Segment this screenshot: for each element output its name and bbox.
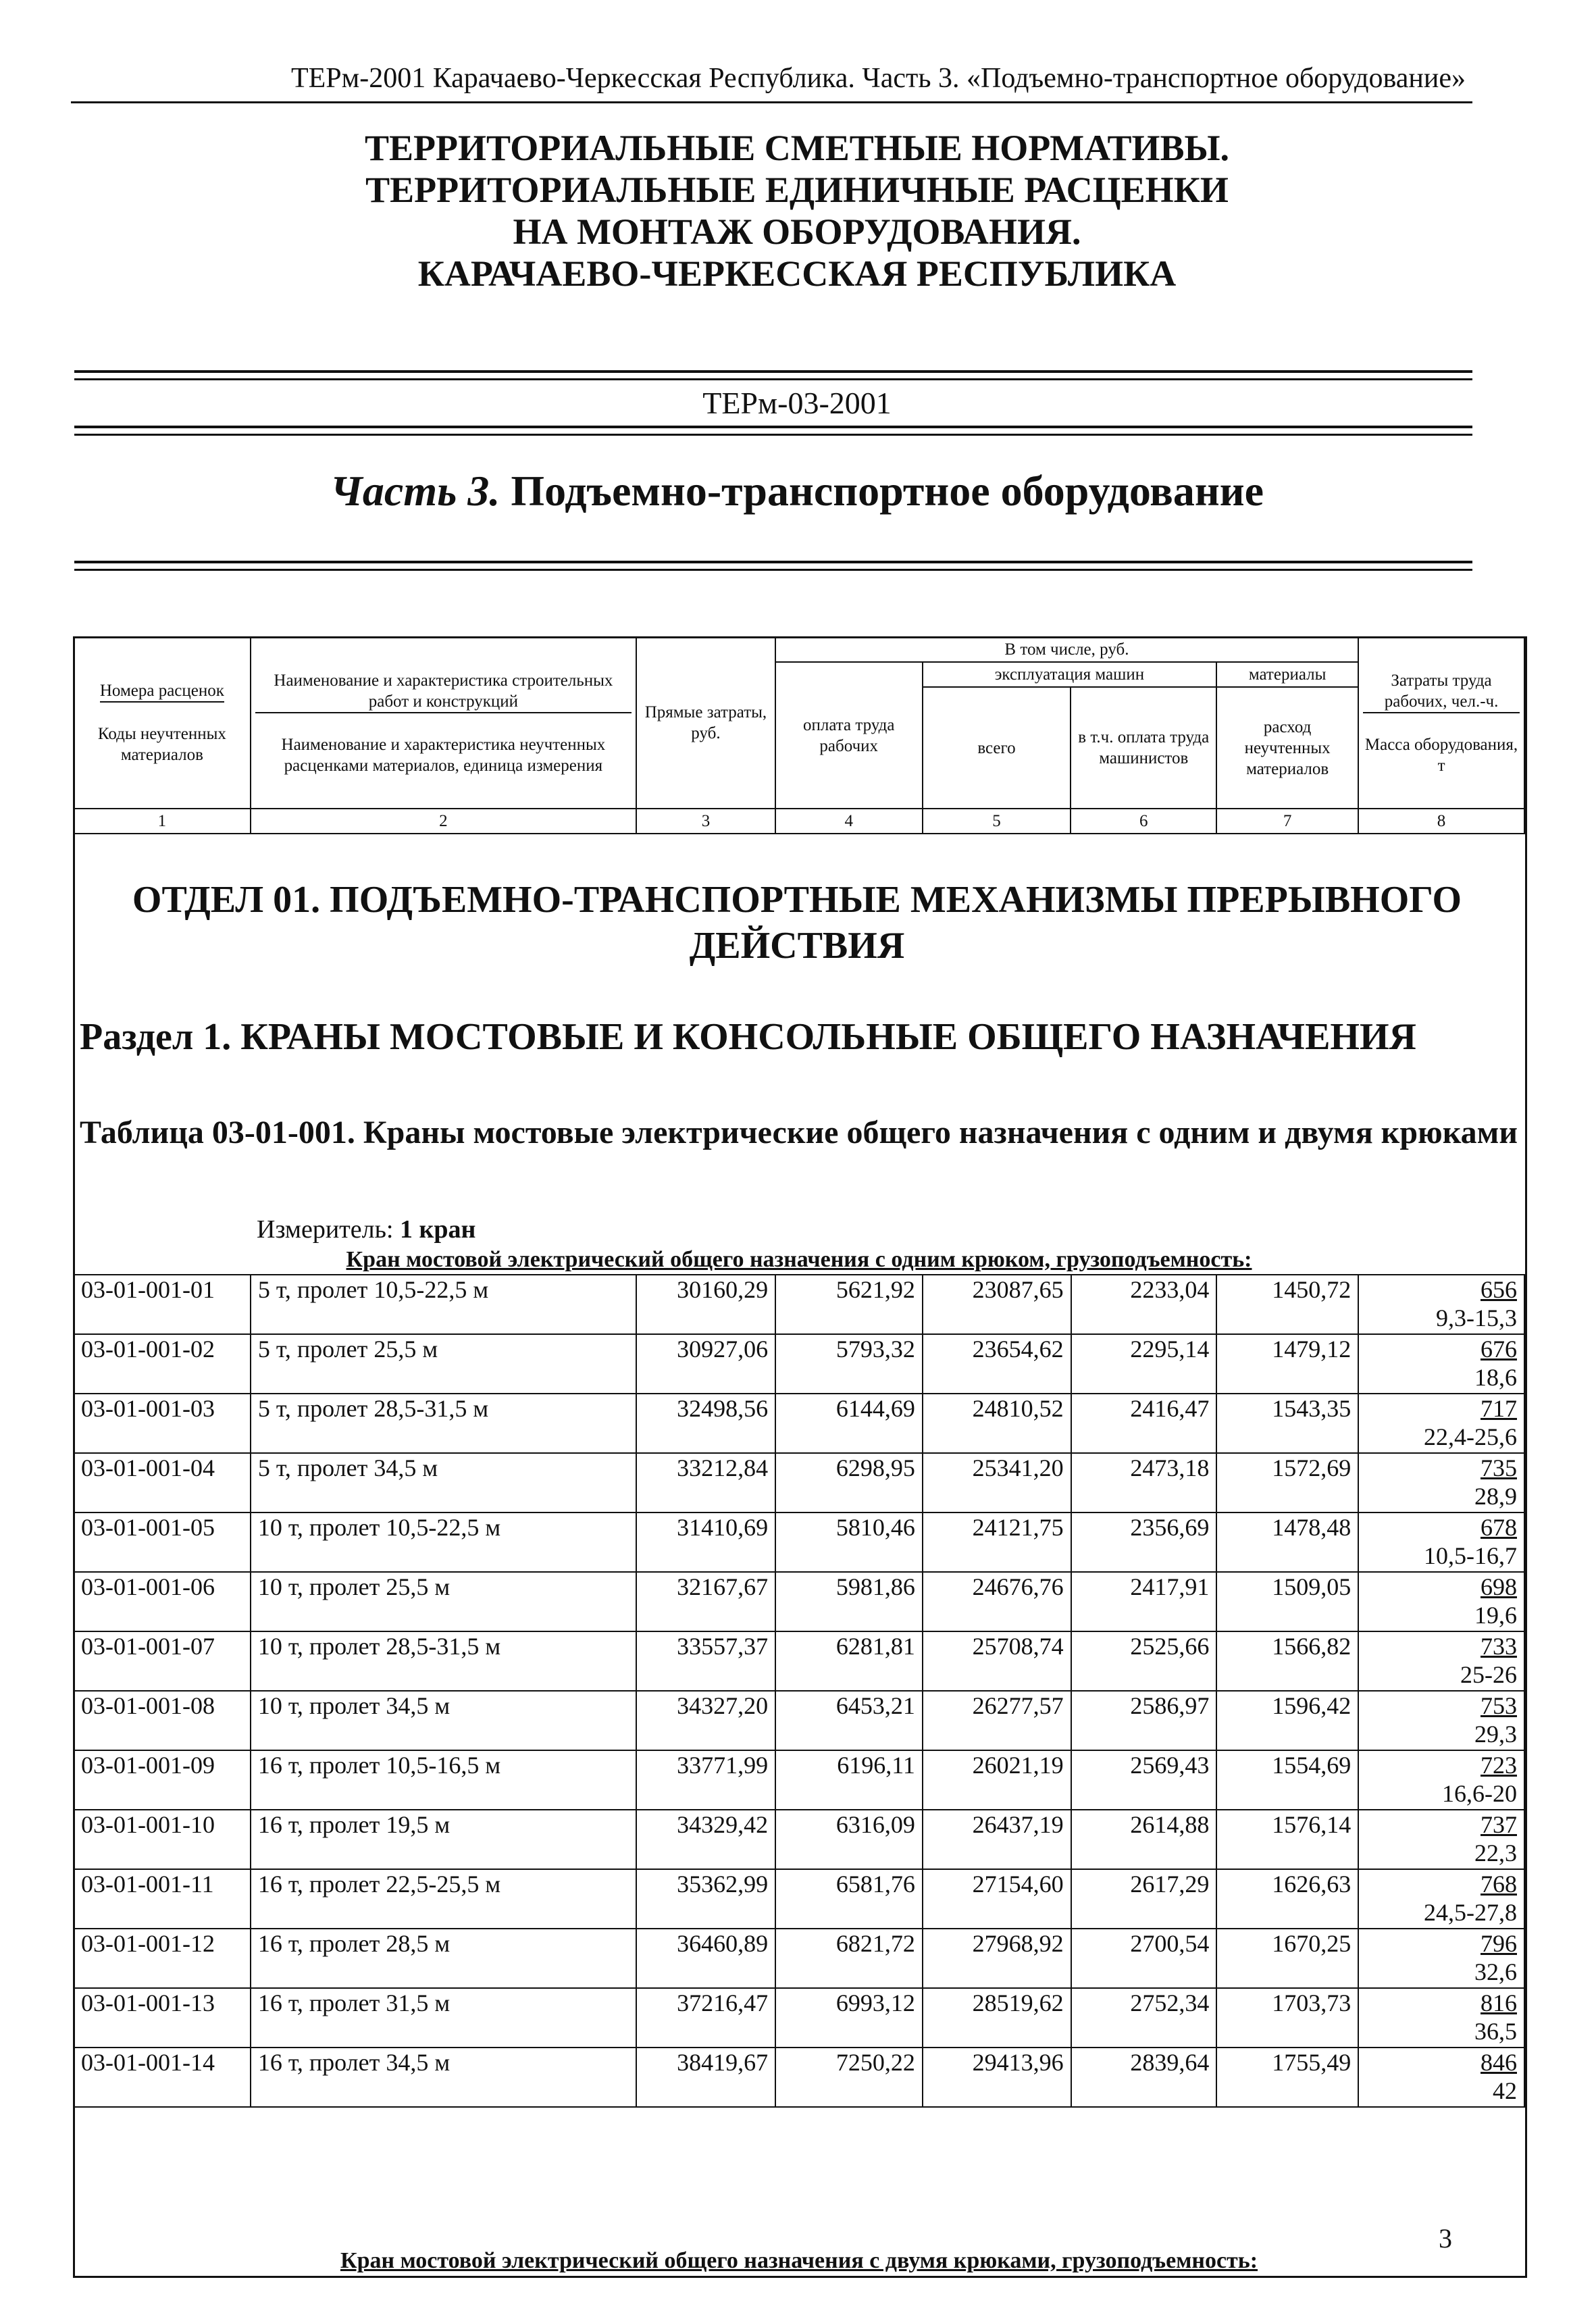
equipment-mass: 42 [1493, 2077, 1517, 2104]
col-number: 3 [636, 809, 775, 834]
labor-pay: 6821,72 [775, 1929, 923, 1988]
col-number: 6 [1071, 809, 1216, 834]
table-row [74, 2048, 1524, 2107]
direct-costs: 34329,42 [636, 1810, 775, 1869]
machinist-pay: 2700,54 [1071, 1929, 1217, 1988]
machine-total: 27968,92 [923, 1929, 1071, 1988]
machine-total: 29413,96 [923, 2048, 1071, 2107]
materials: 1572,69 [1216, 1453, 1358, 1513]
table-row [74, 1572, 1524, 1631]
direct-costs: 33557,37 [636, 1631, 775, 1691]
labor-pay: 6196,11 [775, 1750, 923, 1810]
table-row [74, 1869, 1524, 1929]
double-rule [74, 561, 1472, 571]
rate-code: 03-01-001-04 [74, 1453, 251, 1513]
machine-total: 27154,60 [923, 1869, 1071, 1929]
machinist-pay: 2569,43 [1071, 1750, 1217, 1810]
labor-hours-and-mass [1358, 1572, 1524, 1631]
labor-hours: 717 [1481, 1395, 1517, 1422]
direct-costs: 30927,06 [636, 1334, 775, 1394]
labor-hours-and-mass [1358, 1453, 1524, 1513]
rate-code: 03-01-001-03 [74, 1394, 251, 1453]
table-row [74, 1275, 1524, 1334]
work-name: 5 т, пролет 10,5-22,5 м [251, 1275, 636, 1334]
direct-costs: 36460,89 [636, 1929, 775, 1988]
direct-costs: 37216,47 [636, 1988, 775, 2048]
document-title [68, 127, 1526, 295]
title-line: КАРАЧАЕВО-ЧЕРКЕССКАЯ РЕСПУБЛИКА [417, 253, 1177, 294]
machinist-pay: 2356,69 [1071, 1513, 1217, 1572]
labor-hours: 676 [1481, 1336, 1517, 1363]
direct-costs: 38419,67 [636, 2048, 775, 2107]
labor-pay: 7250,22 [775, 2048, 923, 2107]
labor-hours-and-mass [1358, 2048, 1524, 2107]
rate-code: 03-01-001-12 [74, 1929, 251, 1988]
table-row [74, 1988, 1524, 2048]
labor-hours: 796 [1481, 1930, 1517, 1957]
work-name: 5 т, пролет 34,5 м [251, 1453, 636, 1513]
header-col2-top: Наименование и характеристика строительных работ и конструкций [255, 670, 632, 713]
direct-costs: 33771,99 [636, 1750, 775, 1810]
col-number: 7 [1216, 809, 1358, 834]
measure [257, 1215, 475, 1244]
labor-pay: 6144,69 [775, 1394, 923, 1453]
labor-hours: 723 [1481, 1752, 1517, 1779]
col-number: 5 [923, 809, 1071, 834]
header-materials: материалы [1216, 662, 1358, 687]
running-head: ТЕРм-2001 Карачаево-Черкесская Республика. Часть 3. «Подъемно-транспортное оборудование» [290, 63, 1466, 94]
machinist-pay: 2839,64 [1071, 2048, 1217, 2107]
title-line: НА МОНТАЖ ОБОРУДОВАНИЯ. [513, 211, 1081, 252]
labor-pay: 5793,32 [775, 1334, 923, 1394]
labor-hours: 737 [1481, 1811, 1517, 1838]
labor-hours-and-mass [1358, 1631, 1524, 1691]
equipment-mass: 28,9 [1474, 1483, 1517, 1510]
rate-code: 03-01-001-05 [74, 1513, 251, 1572]
part-name: Подъемно-транспортное оборудование [511, 467, 1264, 515]
header-col6: в т.ч. оплата труда машинистов [1071, 687, 1216, 809]
equipment-mass: 10,5-16,7 [1424, 1542, 1517, 1569]
rate-code: 03-01-001-02 [74, 1334, 251, 1394]
machine-total: 24121,75 [923, 1513, 1071, 1572]
equipment-mass: 16,6-20 [1442, 1780, 1517, 1807]
labor-pay: 6316,09 [775, 1810, 923, 1869]
materials: 1509,05 [1216, 1572, 1358, 1631]
table-row [74, 1750, 1524, 1810]
rate-code: 03-01-001-09 [74, 1750, 251, 1810]
equipment-mass: 36,5 [1474, 2018, 1517, 2045]
labor-hours: 678 [1481, 1514, 1517, 1541]
otdel-heading: ОТДЕЛ 01. ПОДЪЕМНО-ТРАНСПОРТНЫЕ МЕХАНИЗМЫ ПРЕРЫВНОГО ДЕЙСТВИЯ [132, 879, 1462, 967]
header-col3: Прямые затраты, руб. [636, 637, 775, 809]
machine-total: 24810,52 [923, 1394, 1071, 1453]
work-name: 16 т, пролет 31,5 м [251, 1988, 636, 2048]
machine-total: 26021,19 [923, 1750, 1071, 1810]
group-heading-one-hook: Кран мостовой электрический общего назначения с одним крюком, грузоподъемность: [346, 1247, 1252, 1272]
labor-hours: 656 [1481, 1276, 1517, 1303]
materials: 1543,35 [1216, 1394, 1358, 1453]
table-row [74, 1691, 1524, 1750]
double-rule [74, 370, 1472, 380]
direct-costs: 32498,56 [636, 1394, 775, 1453]
labor-hours-and-mass [1358, 1929, 1524, 1988]
header-col8 [1358, 637, 1524, 809]
materials: 1479,12 [1216, 1334, 1358, 1394]
machinist-pay: 2233,04 [1071, 1275, 1217, 1334]
header-col1-top: Номера расценок [100, 680, 224, 703]
col-number: 8 [1358, 809, 1524, 834]
measure-value: 1 кран [400, 1215, 476, 1244]
equipment-mass: 19,6 [1474, 1602, 1517, 1629]
labor-pay: 6281,81 [775, 1631, 923, 1691]
labor-hours-and-mass [1358, 1988, 1524, 2048]
machinist-pay: 2614,88 [1071, 1810, 1217, 1869]
work-name: 5 т, пролет 25,5 м [251, 1334, 636, 1394]
rate-code: 03-01-001-11 [74, 1869, 251, 1929]
materials: 1450,72 [1216, 1275, 1358, 1334]
table-row [74, 1929, 1524, 1988]
labor-pay: 5981,86 [775, 1572, 923, 1631]
direct-costs: 33212,84 [636, 1453, 775, 1513]
col-number: 1 [74, 809, 251, 834]
labor-pay: 5810,46 [775, 1513, 923, 1572]
equipment-mass: 22,4-25,6 [1424, 1423, 1517, 1450]
machinist-pay: 2617,29 [1071, 1869, 1217, 1929]
labor-pay: 6453,21 [775, 1691, 923, 1750]
equipment-mass: 24,5-27,8 [1424, 1899, 1517, 1926]
measure-label: Измеритель: [257, 1215, 394, 1244]
materials: 1596,42 [1216, 1691, 1358, 1750]
labor-hours: 735 [1481, 1454, 1517, 1481]
labor-hours-and-mass [1358, 1513, 1524, 1572]
work-name: 10 т, пролет 25,5 м [251, 1572, 636, 1631]
machinist-pay: 2752,34 [1071, 1988, 1217, 2048]
machinist-pay: 2525,66 [1071, 1631, 1217, 1691]
labor-hours-and-mass [1358, 1334, 1524, 1394]
rate-code: 03-01-001-10 [74, 1810, 251, 1869]
rate-code: 03-01-001-07 [74, 1631, 251, 1691]
materials: 1576,14 [1216, 1810, 1358, 1869]
materials: 1755,49 [1216, 2048, 1358, 2107]
machine-total: 23654,62 [923, 1334, 1071, 1394]
header-col8-top: Затраты труда рабочих, чел.-ч. [1363, 670, 1520, 713]
machine-total: 24676,76 [923, 1572, 1071, 1631]
machine-total: 25708,74 [923, 1631, 1071, 1691]
header-col1 [74, 637, 251, 809]
materials: 1626,63 [1216, 1869, 1358, 1929]
table-row [74, 1394, 1524, 1453]
labor-pay: 5621,92 [775, 1275, 923, 1334]
machine-total: 26277,57 [923, 1691, 1071, 1750]
rate-code: 03-01-001-14 [74, 2048, 251, 2107]
header-col4: оплата труда рабочих [775, 662, 923, 809]
header-col8-bottom: Масса оборудования, т [1364, 735, 1518, 775]
work-name: 10 т, пролет 28,5-31,5 м [251, 1631, 636, 1691]
table-row [74, 1334, 1524, 1394]
materials: 1703,73 [1216, 1988, 1358, 2048]
equipment-mass: 25-26 [1460, 1661, 1517, 1688]
equipment-mass: 9,3-15,3 [1436, 1304, 1517, 1331]
header-col2 [251, 637, 636, 809]
table-title: Таблица 03-01-001. Краны мостовые электрические общего назначения с одним и двумя крюками [80, 1115, 1518, 1150]
work-name: 10 т, пролет 34,5 м [251, 1691, 636, 1750]
labor-hours: 733 [1481, 1633, 1517, 1660]
direct-costs: 30160,29 [636, 1275, 775, 1334]
table-header [73, 636, 1525, 834]
equipment-mass: 32,6 [1474, 1958, 1517, 1985]
machinist-pay: 2416,47 [1071, 1394, 1217, 1453]
part-title [68, 466, 1526, 516]
header-machines: эксплуатация машин [923, 662, 1217, 687]
work-name: 10 т, пролет 10,5-22,5 м [251, 1513, 636, 1572]
machine-total: 23087,65 [923, 1275, 1071, 1334]
labor-hours: 846 [1481, 2049, 1517, 2076]
equipment-mass: 18,6 [1474, 1364, 1517, 1391]
title-line: ТЕРРИТОРИАЛЬНЫЕ СМЕТНЫЕ НОРМАТИВЫ. [364, 128, 1230, 168]
machine-total: 26437,19 [923, 1810, 1071, 1869]
direct-costs: 34327,20 [636, 1691, 775, 1750]
rate-code: 03-01-001-01 [74, 1275, 251, 1334]
labor-hours-and-mass [1358, 1810, 1524, 1869]
labor-pay: 6993,12 [775, 1988, 923, 2048]
labor-hours: 753 [1481, 1692, 1517, 1719]
work-name: 16 т, пролет 28,5 м [251, 1929, 636, 1988]
materials: 1554,69 [1216, 1750, 1358, 1810]
work-name: 16 т, пролет 22,5-25,5 м [251, 1869, 636, 1929]
labor-hours: 768 [1481, 1871, 1517, 1898]
table-row [74, 1810, 1524, 1869]
materials: 1670,25 [1216, 1929, 1358, 1988]
labor-hours-and-mass [1358, 1394, 1524, 1453]
work-name: 16 т, пролет 34,5 м [251, 2048, 636, 2107]
labor-hours-and-mass [1358, 1869, 1524, 1929]
header-col1-bottom: Коды неучтенных материалов [97, 725, 226, 764]
machinist-pay: 2586,97 [1071, 1691, 1217, 1750]
equipment-mass: 22,3 [1474, 1839, 1517, 1866]
table-row [74, 1453, 1524, 1513]
header-rule [71, 101, 1472, 103]
machine-total: 25341,20 [923, 1453, 1071, 1513]
labor-hours-and-mass [1358, 1691, 1524, 1750]
header-col2-bottom: Наименование и характеристика неучтенных расценками материалов, единица измерения [281, 735, 606, 775]
labor-hours: 698 [1481, 1573, 1517, 1600]
materials: 1478,48 [1216, 1513, 1358, 1572]
work-name: 16 т, пролет 10,5-16,5 м [251, 1750, 636, 1810]
double-rule [74, 426, 1472, 436]
machine-total: 28519,62 [923, 1988, 1071, 2048]
labor-pay: 6298,95 [775, 1453, 923, 1513]
col-number: 4 [775, 809, 923, 834]
rates-table [73, 1274, 1525, 2108]
labor-hours: 816 [1481, 1989, 1517, 2016]
rate-code: 03-01-001-06 [74, 1572, 251, 1631]
group-heading-two-hooks: Кран мостовой электрический общего назначения с двумя крюками, грузоподъемность: [340, 2248, 1258, 2273]
equipment-mass: 29,3 [1474, 1721, 1517, 1748]
direct-costs: 35362,99 [636, 1869, 775, 1929]
title-line: ТЕРРИТОРИАЛЬНЫЕ ЕДИНИЧНЫЕ РАСЦЕНКИ [365, 170, 1229, 210]
page-number: 3 [1439, 2223, 1452, 2254]
doc-code: ТЕРм-03-2001 [702, 386, 892, 420]
col-number: 2 [251, 809, 636, 834]
header-col7: расход неучтенных материалов [1216, 687, 1358, 809]
table-row [74, 1631, 1524, 1691]
part-label: Часть 3. [330, 467, 500, 515]
machinist-pay: 2295,14 [1071, 1334, 1217, 1394]
header-col5: всего [923, 687, 1071, 809]
table-row [74, 1513, 1524, 1572]
rate-code: 03-01-001-08 [74, 1691, 251, 1750]
machinist-pay: 2473,18 [1071, 1453, 1217, 1513]
machinist-pay: 2417,91 [1071, 1572, 1217, 1631]
rate-code: 03-01-001-13 [74, 1988, 251, 2048]
materials: 1566,82 [1216, 1631, 1358, 1691]
direct-costs: 31410,69 [636, 1513, 775, 1572]
labor-hours-and-mass [1358, 1750, 1524, 1810]
header-in-that-number: В том числе, руб. [775, 637, 1358, 662]
work-name: 5 т, пролет 28,5-31,5 м [251, 1394, 636, 1453]
razdel-heading: Раздел 1. КРАНЫ МОСТОВЫЕ И КОНСОЛЬНЫЕ ОБЩЕГО НАЗНАЧЕНИЯ [80, 1016, 1416, 1058]
direct-costs: 32167,67 [636, 1572, 775, 1631]
labor-pay: 6581,76 [775, 1869, 923, 1929]
labor-hours-and-mass [1358, 1275, 1524, 1334]
work-name: 16 т, пролет 19,5 м [251, 1810, 636, 1869]
